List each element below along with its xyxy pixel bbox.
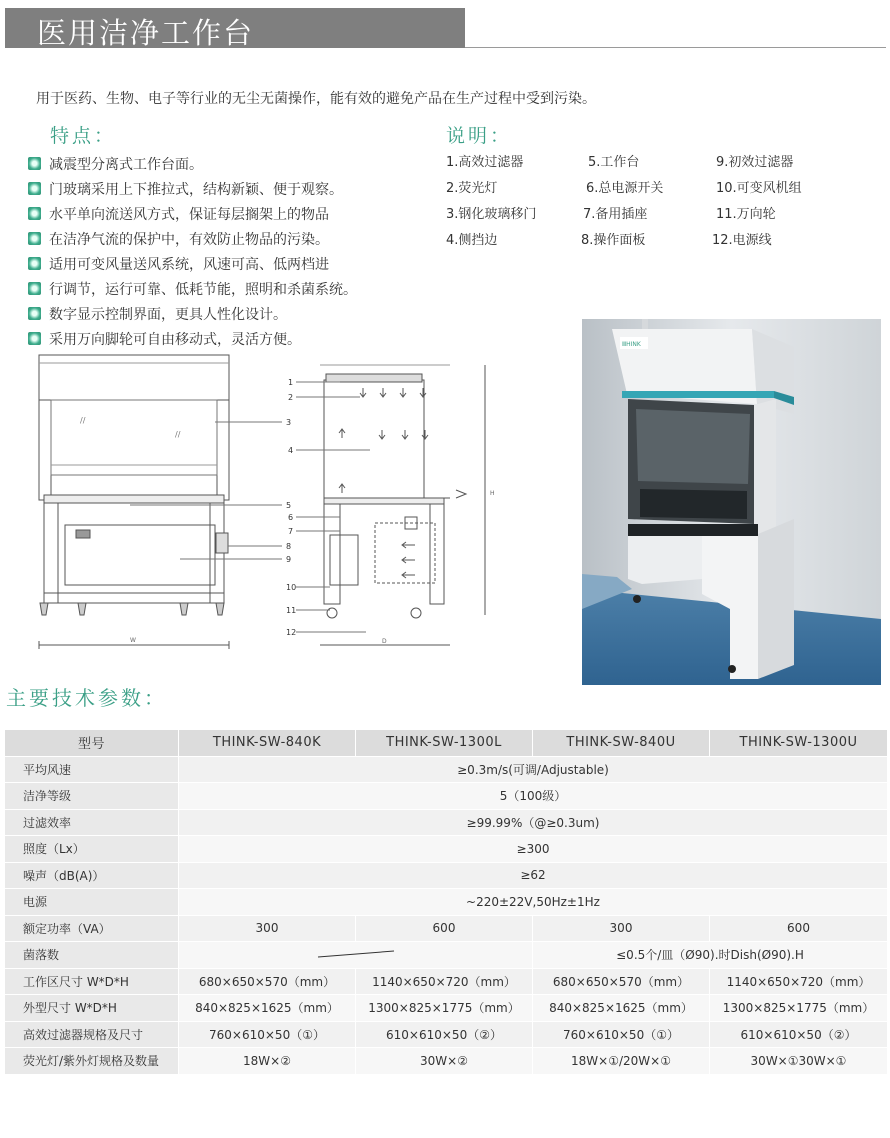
callout-7: 7 (288, 527, 294, 536)
technical-drawing (20, 345, 560, 655)
feature-text: 适用可变风量送风系统，风速可高、低两档进 (49, 256, 329, 273)
front-view (39, 355, 229, 649)
table-row (5, 889, 888, 916)
table-row (5, 783, 888, 810)
row-value-cell: ≤0.5个/皿（Ø90).时Dish(Ø90).H (533, 942, 888, 969)
legend-item: 10.可变风机组 (716, 181, 802, 196)
bullet-icon (28, 257, 41, 270)
feature-item (28, 151, 357, 176)
row-value-cell: 18W×② (179, 1048, 356, 1075)
bullet-icon (28, 307, 41, 320)
row-label-cell: 额定功率（VA） (5, 915, 179, 942)
callout-5: 5 (286, 501, 292, 510)
feature-text: 数字显示控制界面，更具人性化设计。 (49, 306, 287, 323)
bullet-icon (28, 232, 41, 245)
row-label-cell: 外型尺寸 W*D*H (5, 995, 179, 1022)
callout-10: 10 (286, 583, 297, 592)
bullet-icon (28, 182, 41, 195)
legend-item: 1.高效过滤器 (446, 155, 524, 170)
row-label-cell: 荧光灯/紫外灯规格及数量 (5, 1048, 179, 1075)
bullet-icon (28, 282, 41, 295)
callout-4: 4 (288, 446, 294, 455)
header-model-cell: THINK-SW-1300L (356, 730, 533, 757)
row-label-cell: 洁净等级 (5, 783, 179, 810)
product-photo (582, 319, 881, 685)
legend-item: 2.荧光灯 (446, 181, 498, 196)
feature-item (28, 226, 357, 251)
row-value-cell: ≥300 (179, 836, 888, 863)
feature-text: 采用万向脚轮可自由移动式，灵活方便。 (49, 331, 301, 348)
row-label-cell: 噪声（dB(A)） (5, 862, 179, 889)
callout-11: 11 (286, 606, 297, 615)
legend-item: 4.侧挡边 (446, 233, 498, 248)
callout-6: 6 (288, 513, 294, 522)
callout-8: 8 (286, 542, 292, 551)
dash-line (316, 949, 396, 959)
title-bar (5, 8, 465, 48)
legend-item: 3.钢化玻璃移门 (446, 207, 537, 222)
legend-list (446, 151, 846, 261)
table-row (5, 1048, 888, 1075)
photo-logo: ⅢHINK (622, 341, 641, 348)
legend-item: 9.初效过滤器 (716, 155, 794, 170)
row-dash-cell (179, 942, 533, 969)
feature-item (28, 276, 357, 301)
dim-d: D (382, 638, 387, 645)
row-value-cell: 840×825×1625（mm） (533, 995, 710, 1022)
callout-1: 1 (288, 378, 294, 387)
legend-item: 5.工作台 (588, 155, 640, 170)
feature-item (28, 201, 357, 226)
row-value-cell: 1140×650×720（mm） (356, 968, 533, 995)
row-value-cell: 30W×①30W×① (710, 1048, 888, 1075)
bullet-icon (28, 332, 41, 345)
feature-item (28, 301, 357, 326)
feature-text: 行调节，运行可靠、低耗节能，照明和杀菌系统。 (49, 281, 357, 298)
table-row (5, 862, 888, 889)
row-value-cell: 1140×650×720（mm） (710, 968, 888, 995)
row-value-cell: ≥62 (179, 862, 888, 889)
table-heading: 主要技术参数： (6, 686, 167, 710)
feature-text: 水平单向流送风方式，保证每层搁架上的物品 (49, 206, 329, 223)
svg-text://: // (175, 430, 181, 439)
features-list (28, 151, 357, 351)
row-label-cell: 过滤效率 (5, 809, 179, 836)
legend-heading: 说明： (446, 125, 513, 147)
row-label-cell: 菌落数 (5, 942, 179, 969)
row-value-cell: ~220±22V,50Hz±1Hz (179, 889, 888, 916)
callout-12: 12 (286, 628, 297, 637)
row-value-cell: 1300×825×1775（mm） (356, 995, 533, 1022)
table-row (5, 1021, 888, 1048)
feature-text: 门玻璃采用上下推拉式，结构新颖、便于观察。 (49, 181, 343, 198)
row-value-cell: ≥99.99%（@≥0.3um) (179, 809, 888, 836)
row-value-cell: 300 (533, 915, 710, 942)
feature-text: 减震型分离式工作台面。 (49, 156, 203, 173)
callout-2: 2 (288, 393, 294, 402)
row-value-cell: 18W×①/20W×① (533, 1048, 710, 1075)
legend-item: 11.万向轮 (716, 207, 776, 222)
feature-item (28, 176, 357, 201)
row-value-cell: 5（100级） (179, 783, 888, 810)
table-row (5, 968, 888, 995)
row-value-cell: 760×610×50（①） (533, 1021, 710, 1048)
row-value-cell: 610×610×50（②） (710, 1021, 888, 1048)
page-title: 医用洁净工作台 (37, 16, 255, 50)
row-value-cell: 30W×② (356, 1048, 533, 1075)
header-model-cell: THINK-SW-840K (179, 730, 356, 757)
features-heading: 特点： (50, 125, 117, 147)
table-row (5, 942, 888, 969)
header-label-cell: 型号 (5, 730, 179, 757)
table-row (5, 915, 888, 942)
row-value-cell: 680×650×570（mm） (179, 968, 356, 995)
legend-item: 7.备用插座 (583, 207, 648, 222)
callout-3: 3 (286, 418, 292, 427)
header-model-cell: THINK-SW-840U (533, 730, 710, 757)
table-row (5, 809, 888, 836)
row-label-cell: 高效过滤器规格及尺寸 (5, 1021, 179, 1048)
feature-item (28, 251, 357, 276)
table-row (5, 756, 888, 783)
row-value-cell: 1300×825×1775（mm） (710, 995, 888, 1022)
row-label-cell: 照度（Lx） (5, 836, 179, 863)
svg-text://: // (80, 416, 86, 425)
title-underline (465, 47, 886, 48)
bullet-icon (28, 157, 41, 170)
row-value-cell: 600 (356, 915, 533, 942)
row-label-cell: 平均风速 (5, 756, 179, 783)
table-row (5, 836, 888, 863)
row-label-cell: 工作区尺寸 W*D*H (5, 968, 179, 995)
callout-9: 9 (286, 555, 292, 564)
row-value-cell: 680×650×570（mm） (533, 968, 710, 995)
spec-table (4, 729, 888, 1075)
row-value-cell: 300 (179, 915, 356, 942)
table-row (5, 995, 888, 1022)
table-header-row (5, 730, 888, 757)
row-label-cell: 电源 (5, 889, 179, 916)
legend-item: 8.操作面板 (581, 233, 646, 248)
row-value-cell: 840×825×1625（mm） (179, 995, 356, 1022)
legend-item: 6.总电源开关 (586, 181, 664, 196)
row-value-cell: ≥0.3m/s(可调/Adjustable) (179, 756, 888, 783)
bullet-icon (28, 207, 41, 220)
row-value-cell: 610×610×50（②） (356, 1021, 533, 1048)
row-value-cell: 600 (710, 915, 888, 942)
row-value-cell: 760×610×50（①） (179, 1021, 356, 1048)
header-model-cell: THINK-SW-1300U (710, 730, 888, 757)
dim-w: W (130, 637, 136, 644)
dim-h: H (490, 490, 495, 497)
feature-text: 在洁净气流的保护中，有效防止物品的污染。 (49, 231, 329, 248)
legend-item: 12.电源线 (712, 233, 772, 248)
intro-text: 用于医药、生物、电子等行业的无尘无菌操作，能有效的避免产品在生产过程中受到污染。 (36, 91, 596, 107)
